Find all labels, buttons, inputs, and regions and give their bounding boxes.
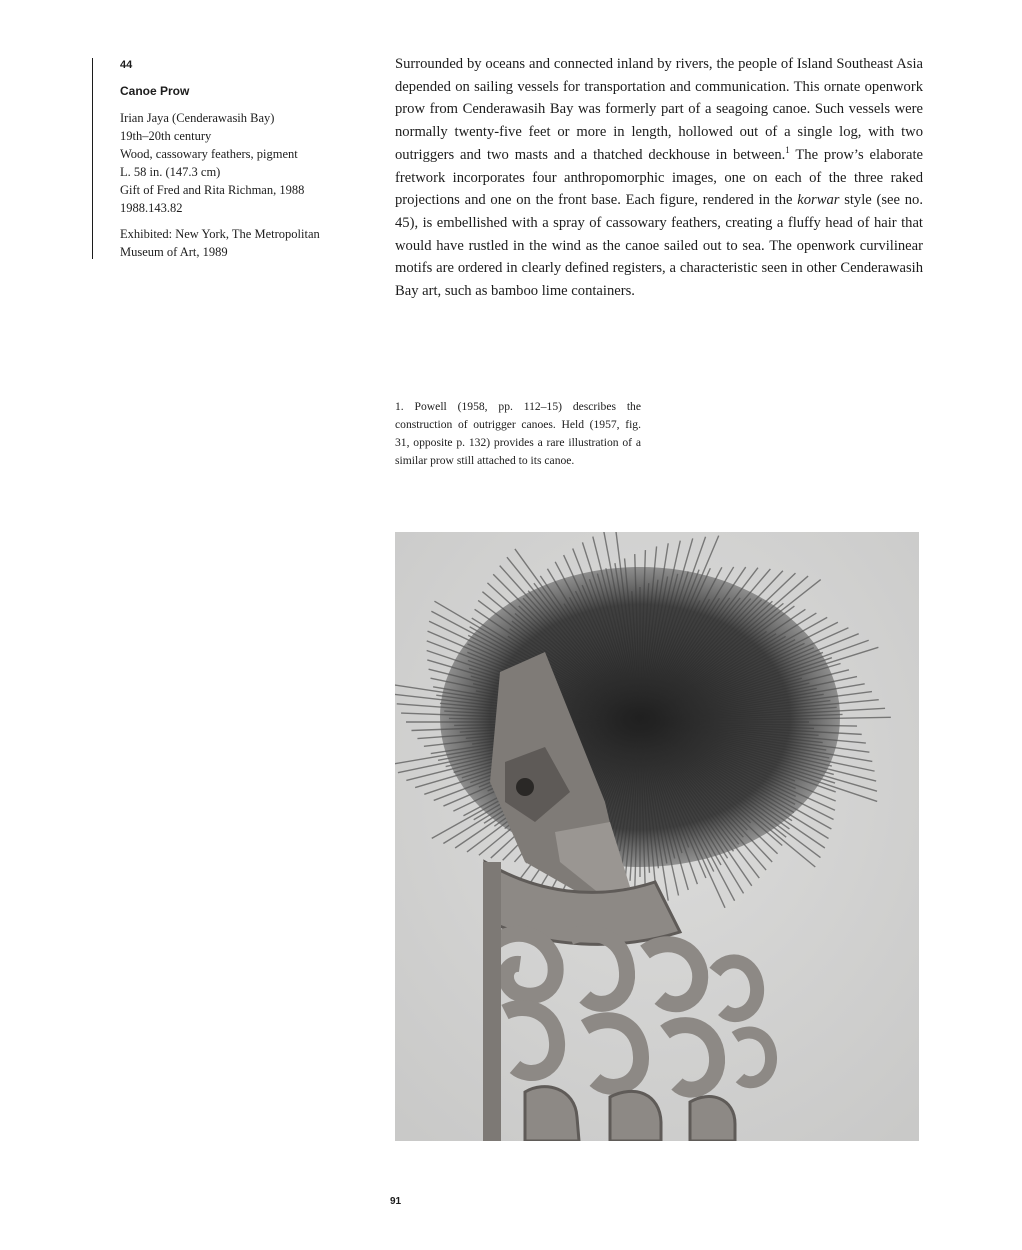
footnote-reference: 1	[785, 144, 790, 155]
canoe-prow-illustration	[395, 532, 919, 1141]
object-details	[120, 109, 365, 217]
catalog-entry-sidebar	[120, 58, 365, 261]
footnote: 1. Powell (1958, pp. 112–15) describes the construction of outrigger canoes. Held (1957, fig. 31, opposite p. 132) provides a rare illustration of a similar prow still attached to its canoe.	[395, 400, 641, 467]
detail-dimensions: L. 58 in. (147.3 cm)	[120, 165, 221, 179]
detail-medium: Wood, cassowary feathers, pigment	[120, 147, 298, 161]
detail-provenance: Irian Jaya (Cenderawasih Bay)	[120, 111, 275, 125]
body-text-part: Surrounded by oceans and connected inland by rivers, the people of Island Southeast Asia depended on sailing vessels for transportation and communication. This ornate openwork prow from Cenderawasih Bay was formerly part of a seagoing canoe. Such vessels were normally twenty-five feet or more in length, hollowed out of a single log, with two outriggers and two masts and a thatched deckhouse in between.	[395, 56, 923, 163]
page-number: 91	[390, 1196, 402, 1207]
canoe-prow-photograph	[395, 532, 919, 1141]
exhibition-history	[120, 225, 365, 261]
margin-rule	[92, 58, 93, 259]
body-text-part: style (see no. 45), is embellished with a spray of cassowary feathers, creating a fluffy head of hair that would have rustled in the wind as the canoe sailed out to sea. The openwork curvilinear motifs are ordered in clearly defined registers, a characteristic seen in other Cenderawasih Bay art, such as bamboo lime containers.	[395, 192, 923, 300]
detail-credit-line: Gift of Fred and Rita Richman, 1988	[120, 183, 305, 197]
object-title: Canoe Prow	[120, 84, 190, 98]
detail-accession-number: 1988.143.82	[120, 201, 183, 215]
detail-date: 19th–20th century	[120, 129, 212, 143]
exhibited-line: Museum of Art, 1989	[120, 245, 228, 259]
body-italic-term: korwar	[797, 192, 840, 209]
body-paragraph	[395, 53, 923, 303]
exhibited-line: Exhibited: New York, The Metropolitan	[120, 227, 320, 241]
catalog-number: 44	[120, 59, 133, 71]
body-text-part: The prow’s elaborate fretwork incorporates four anthropomorphic images, one on each of the three raked projections and one on the front base. Each figure, rendered in the	[395, 146, 923, 209]
